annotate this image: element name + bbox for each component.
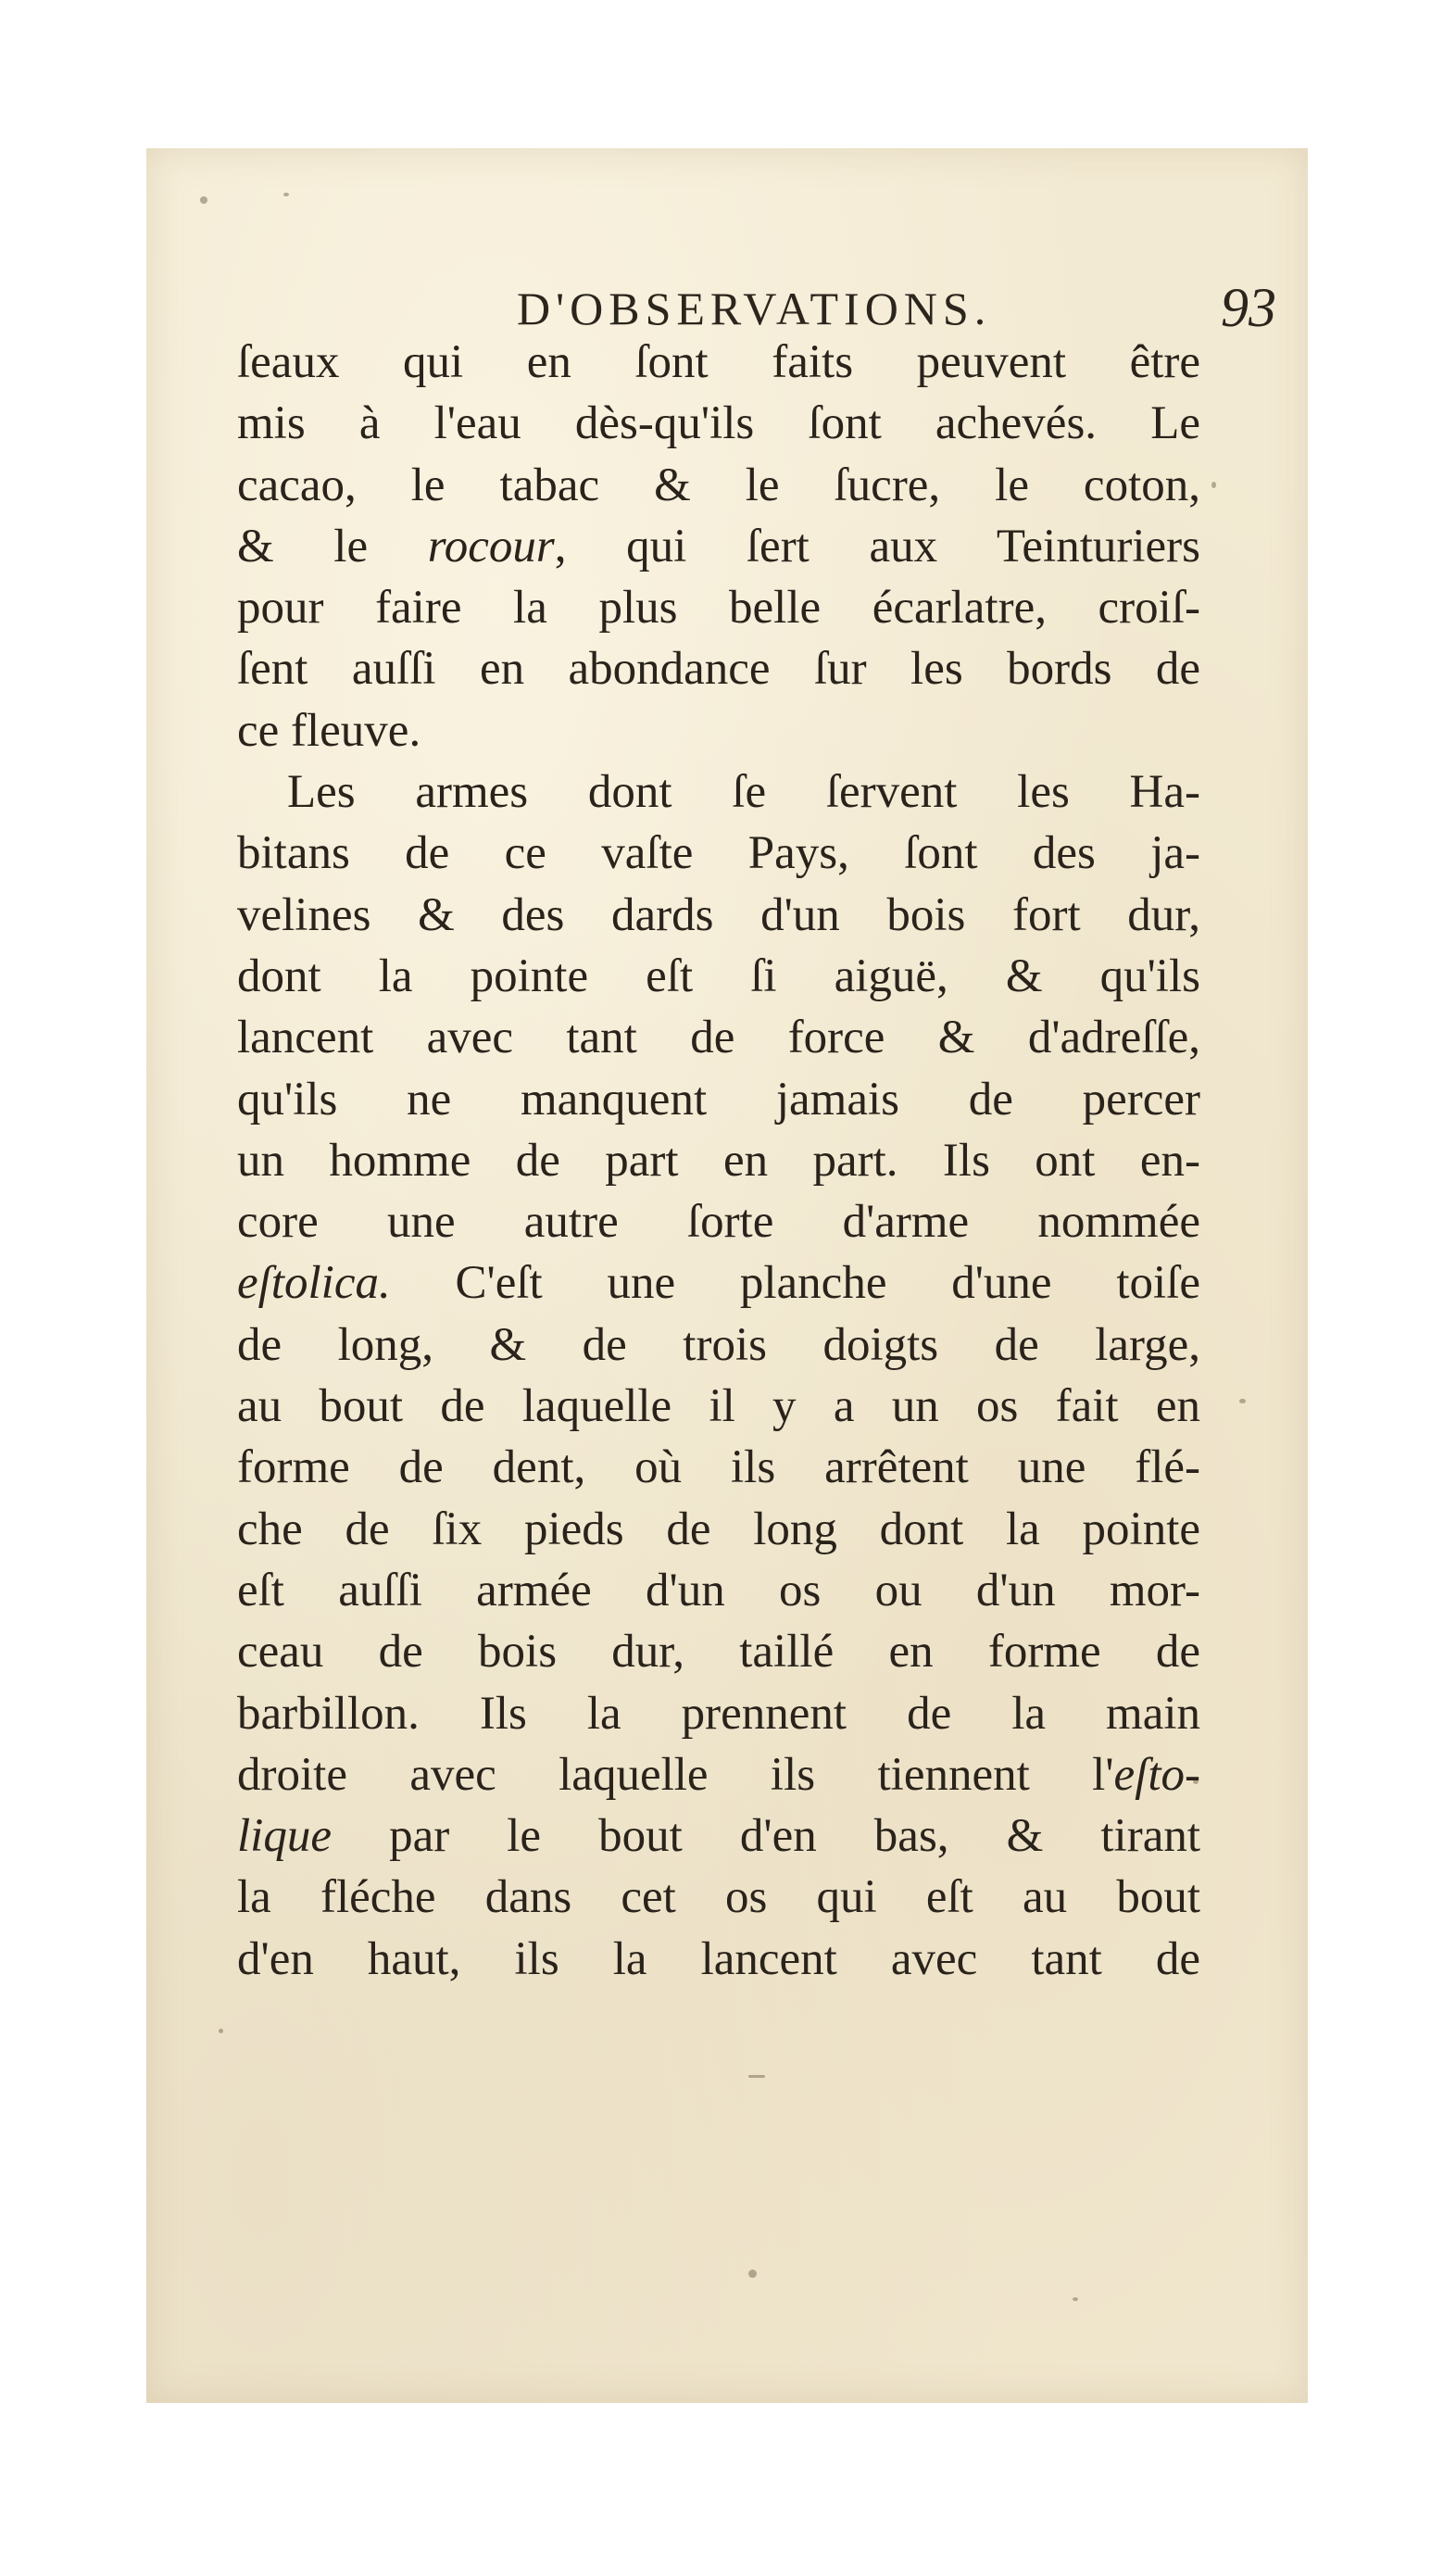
text-line xyxy=(237,1744,1200,1805)
text-run: par le bout d'en bas, & tirant xyxy=(331,1810,1200,1863)
text-line: la fléche dans cet os qui eſt au bout xyxy=(237,1871,1200,1924)
paper-speck xyxy=(219,2029,223,2033)
text-line: ce fleuve. xyxy=(237,704,421,757)
paper-speck xyxy=(748,2075,765,2078)
text-line: core une autre ſorte d'arme nommée xyxy=(237,1196,1200,1249)
italic-term: rocour xyxy=(427,520,555,572)
text-run: droite avec laquelle ils tiennent l' xyxy=(237,1748,1114,1801)
text-line: ceau de bois dur, taillé en forme de xyxy=(237,1626,1200,1679)
text-run: , qui ſert aux Teinturiers xyxy=(554,520,1200,572)
italic-term: eſto- xyxy=(1113,1748,1200,1801)
italic-term: eſtolica. xyxy=(237,1257,391,1310)
text-line: forme de dent, où ils arrêtent une flé- xyxy=(237,1441,1200,1494)
text-line xyxy=(237,1252,1200,1314)
text-line: ſent auſſi en abondance ſur les bords de xyxy=(237,643,1200,696)
paper-speck xyxy=(1211,482,1216,488)
text-run: & le xyxy=(237,520,428,572)
text-line: che de ſix pieds de long dont la pointe xyxy=(237,1503,1200,1555)
text-line: pour faire la plus belle écarlatre, croiſ- xyxy=(237,582,1200,635)
text-line: mis à l'eau dès-qu'ils ſont achevés. Le xyxy=(237,397,1200,450)
book-page xyxy=(146,148,1308,2403)
text-line: bitans de ce vaſte Pays, ſont des ja- xyxy=(237,827,1200,880)
paper-speck xyxy=(748,2270,757,2278)
text-line: Les armes dont ſe ſervent les Ha- xyxy=(287,766,1200,819)
paper-speck xyxy=(1239,1399,1246,1403)
text-line: lancent avec tant de force & d'adreſſe, xyxy=(237,1012,1200,1064)
text-line: d'en haut, ils la lancent avec tant de xyxy=(237,1932,1200,1985)
text-line: un homme de part en part. Ils ont en- xyxy=(237,1134,1200,1187)
text-line: qu'ils ne manquent jamais de percer xyxy=(237,1073,1200,1126)
text-line: barbillon. Ils la prennent de la main xyxy=(237,1687,1200,1740)
text-line: de long, & de trois doigts de large, xyxy=(237,1318,1200,1371)
text-line xyxy=(237,516,1200,577)
text-line: eſt auſſi armée d'un os ou d'un mor- xyxy=(237,1564,1200,1616)
paper-speck xyxy=(200,196,207,204)
text-run: C'eſt une planche d'une toiſe xyxy=(390,1257,1200,1310)
running-title: D'OBSERVATIONS. xyxy=(517,283,992,334)
body-text xyxy=(237,332,1200,1990)
text-line: cacao, le tabac & le ſucre, le coton, xyxy=(237,459,1200,511)
italic-term: lique xyxy=(237,1810,332,1863)
text-line xyxy=(237,1805,1200,1867)
paper-speck xyxy=(1073,2297,1078,2301)
text-line: ſeaux qui en ſont faits peuvent être xyxy=(237,336,1200,388)
text-line: velines & des dards d'un bois fort dur, xyxy=(237,888,1200,941)
paper-speck xyxy=(283,193,289,196)
text-line: dont la pointe eſt ſi aiguë, & qu'ils xyxy=(237,950,1200,1002)
page-number: 93 xyxy=(1221,277,1276,338)
text-line: au bout de laquelle il y a un os fait en xyxy=(237,1380,1200,1433)
